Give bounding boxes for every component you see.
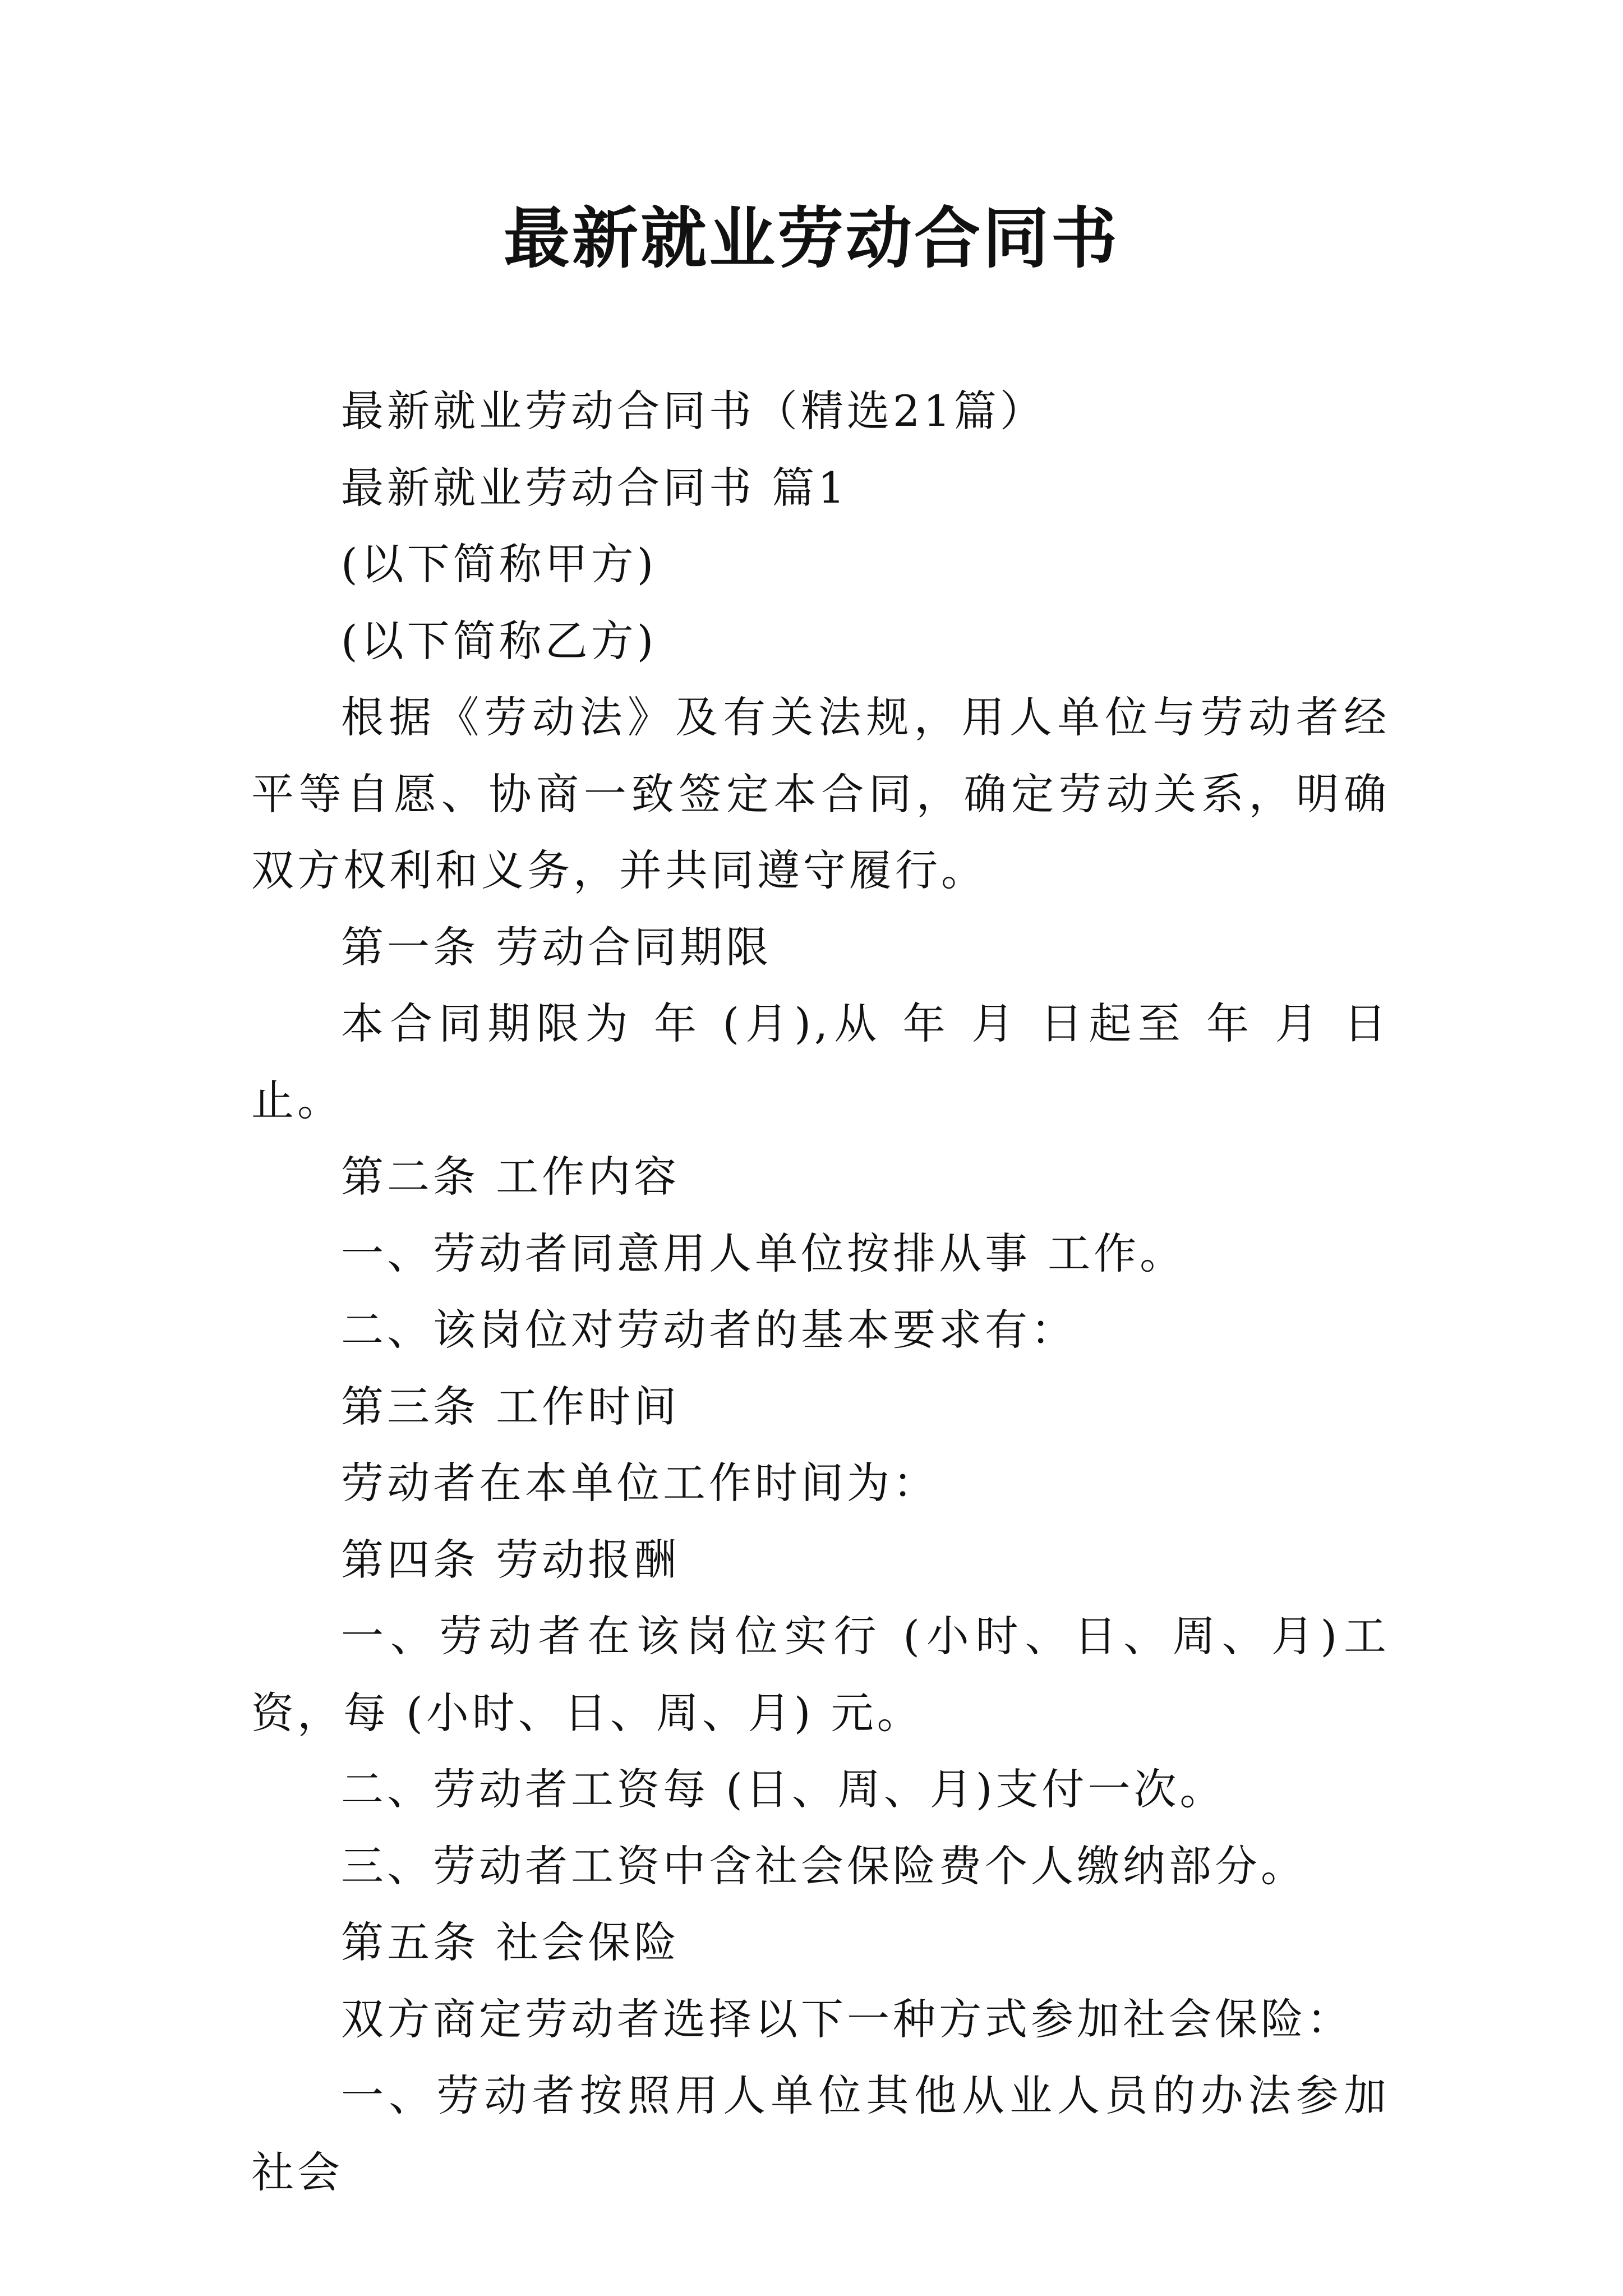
article-4-item-2: 二、劳动者工资每 (日、周、月)支付一次。 bbox=[341, 1764, 1226, 1814]
document-body bbox=[251, 373, 1390, 2211]
article-2-item-2: 二、该岗位对劳动者的基本要求有： bbox=[341, 1305, 1077, 1355]
article-4-item-1: 一、劳动者在该岗位实行 (小时、日、周、月)工资，每 (小时、日、周、月) 元。 bbox=[251, 1611, 1390, 1738]
article-4-item-3: 三、劳动者工资中含社会保险费个人缴纳部分。 bbox=[341, 1841, 1307, 1891]
paragraph-subtitle: 最新就业劳动合同书（精选21篇） bbox=[341, 386, 1046, 436]
article-3-text: 劳动者在本单位工作时间为： bbox=[341, 1458, 939, 1508]
article-5-item-1: 一、劳动者按照用人单位其他从业人员的办法参加社会 bbox=[251, 2070, 1390, 2197]
paragraph-party-b: (以下简称乙方) bbox=[341, 615, 657, 666]
article-5-text: 双方商定劳动者选择以下一种方式参加社会保险： bbox=[341, 1994, 1353, 2044]
article-5-heading: 第五条 社会保险 bbox=[341, 1917, 680, 1967]
paragraph-preamble: 根据《劳动法》及有关法规，用人单位与劳动者经平等自愿、协商一致签定本合同，确定劳动关系，明确双方权利和义务，并共同遵守履行。 bbox=[251, 692, 1390, 895]
article-2-item-1: 一、劳动者同意用人单位按排从事 工作。 bbox=[341, 1228, 1186, 1278]
article-2-heading: 第二条 工作内容 bbox=[341, 1152, 680, 1202]
article-3-heading: 第三条 工作时间 bbox=[341, 1381, 680, 1432]
article-1-text: 本合同期限为 年 (月),从 年 月 日起至 年 月 日止。 bbox=[251, 999, 1390, 1125]
paragraph-party-a: (以下简称甲方) bbox=[341, 539, 657, 589]
article-4-heading: 第四条 劳动报酬 bbox=[341, 1534, 680, 1585]
document-title: 最新就业劳动合同书 bbox=[503, 199, 1119, 277]
article-1-heading: 第一条 劳动合同期限 bbox=[341, 922, 772, 972]
paragraph-section-heading: 最新就业劳动合同书 篇1 bbox=[341, 462, 849, 513]
